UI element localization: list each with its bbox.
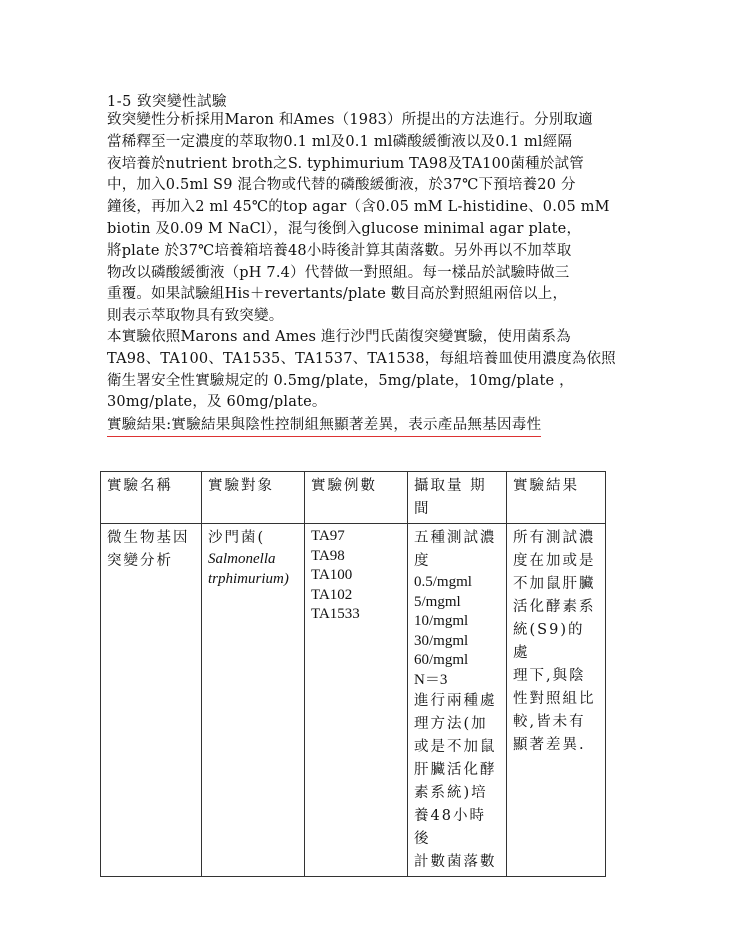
cell-subject	[202, 524, 305, 877]
paragraph-line: 本實驗依照Marons and Ames 進行沙門氏菌復突變實驗，使用菌系為	[107, 329, 571, 345]
header-dose-line: 間	[414, 501, 431, 517]
result-text: 實驗結果與陰性控制組無顯著差異，表示產品無基因毒性	[171, 417, 542, 433]
cell-result	[507, 524, 606, 877]
cell-line: 度	[414, 553, 431, 569]
cell-line: Salmonella	[208, 551, 276, 567]
cell-line: 顯著差異.	[513, 737, 586, 753]
cell-line: 微生物基因	[107, 530, 190, 546]
cell-name	[101, 524, 202, 877]
cell-line: 較,皆未有	[513, 714, 586, 730]
cell-line: 活化酵素系	[513, 599, 596, 615]
results-table	[100, 471, 606, 877]
paragraph-line: 鐘後，再加入2 ml 45℃的top agar（含0.05 mM L-histidine、0.05 mM	[107, 199, 610, 216]
dose-item: 60/mgml	[414, 652, 469, 668]
cell-dose	[408, 524, 507, 877]
cell-line: 肝臟活化酵	[414, 762, 497, 778]
cell-strains	[305, 524, 408, 877]
dose-item: 5/mgml	[414, 593, 461, 610]
result-label: 實驗結果:	[107, 417, 172, 433]
paragraph-line: 將plate 於37℃培養箱培養48小時後計算其菌落數。另外再以不加萃取	[107, 242, 572, 259]
cell-line: 性對照組比	[513, 691, 596, 707]
cell-line: 進行兩種處	[414, 693, 497, 709]
cell-line: 計數菌落數	[414, 854, 497, 870]
dose-item: 0.5/mgml	[414, 574, 472, 590]
paragraph-line: 夜培養於nutrient broth之S. typhimurium TA98及TA100菌種於試管	[107, 155, 584, 172]
cell-line: 突變分析	[107, 553, 173, 569]
header-cell-result: 實驗結果	[507, 472, 606, 524]
paragraph-line: 中，加入0.5ml S9 混合物或代替的磷酸緩衝液，於37℃下預培養20 分	[107, 177, 576, 194]
section-heading: 1-5 致突變性試驗	[107, 94, 227, 110]
species-name: trphimurium)	[208, 570, 289, 587]
cell-line: 所有測試濃	[513, 530, 596, 546]
header-cell-subject: 實驗對象	[202, 472, 305, 524]
header-dose-line: 攝取量 期	[414, 478, 487, 494]
paragraph-line: biotin 及0.09 M NaCl），混勻後倒入glucose minimal agar plate，	[107, 220, 582, 237]
cell-line: 度在加或是	[513, 553, 596, 569]
table-row	[101, 524, 606, 877]
header-cell-dose	[408, 472, 507, 524]
paragraph-line: 則表示萃取物具有致突變。	[107, 308, 284, 325]
cell-line: 養48小時後	[414, 808, 486, 847]
paragraph-line: 重覆。如果試驗組His＋revertants/plate 數目高於對照組兩倍以上，	[107, 286, 568, 303]
cell-line: 素系統)培	[414, 785, 488, 801]
paragraph-line: 物改以磷酸緩衝液（pH 7.4）代替做一對照組。每一樣品於試驗時做三	[107, 264, 570, 281]
strain-item: TA1533	[311, 606, 360, 622]
paragraph-line: 致突變性分析採用Maron 和Ames（1983）所提出的方法進行。分別取適	[107, 112, 593, 128]
cell-line: 理下,與陰	[513, 668, 586, 684]
strain-item: TA100	[311, 567, 353, 583]
experiment-paragraph	[107, 327, 632, 414]
paragraph-line: 當稀釋至一定濃度的萃取物0.1 ml及0.1 ml磷酸緩衝液以及0.1 ml經隔	[107, 133, 573, 150]
paragraph-line: 30mg/plate，及 60mg/plate。	[107, 394, 327, 411]
header-cell-name: 實驗名稱	[101, 472, 202, 524]
cell-line	[208, 570, 298, 590]
dose-item: N＝3	[414, 671, 448, 688]
cell-line: 或是不加鼠	[414, 739, 497, 755]
strain-item: TA102	[311, 586, 353, 603]
dose-item: 30/mgml	[414, 632, 469, 649]
cell-line: 統(S9)的處	[513, 622, 585, 661]
paragraph-line: 衛生署安全性實驗規定的 0.5mg/plate，5mg/plate，10mg/plate ，	[107, 372, 574, 389]
strain-item: TA97	[311, 528, 345, 544]
result-summary	[107, 413, 541, 437]
cell-line: 五種測試濃	[414, 530, 497, 546]
paragraph-line: TA98、TA100、TA1535、TA1537、TA1538，每組培養皿使用濃度為依照	[107, 350, 616, 367]
strain-item: TA98	[311, 547, 345, 564]
cell-line: 沙門菌(	[208, 530, 266, 546]
table-header-row	[101, 472, 606, 524]
dose-item: 10/mgml	[414, 613, 469, 629]
cell-line: 不加鼠肝臟	[513, 576, 596, 592]
cell-line: 理方法(加	[414, 716, 488, 732]
method-paragraph	[107, 110, 632, 328]
header-cell-count: 實驗例數	[305, 472, 408, 524]
